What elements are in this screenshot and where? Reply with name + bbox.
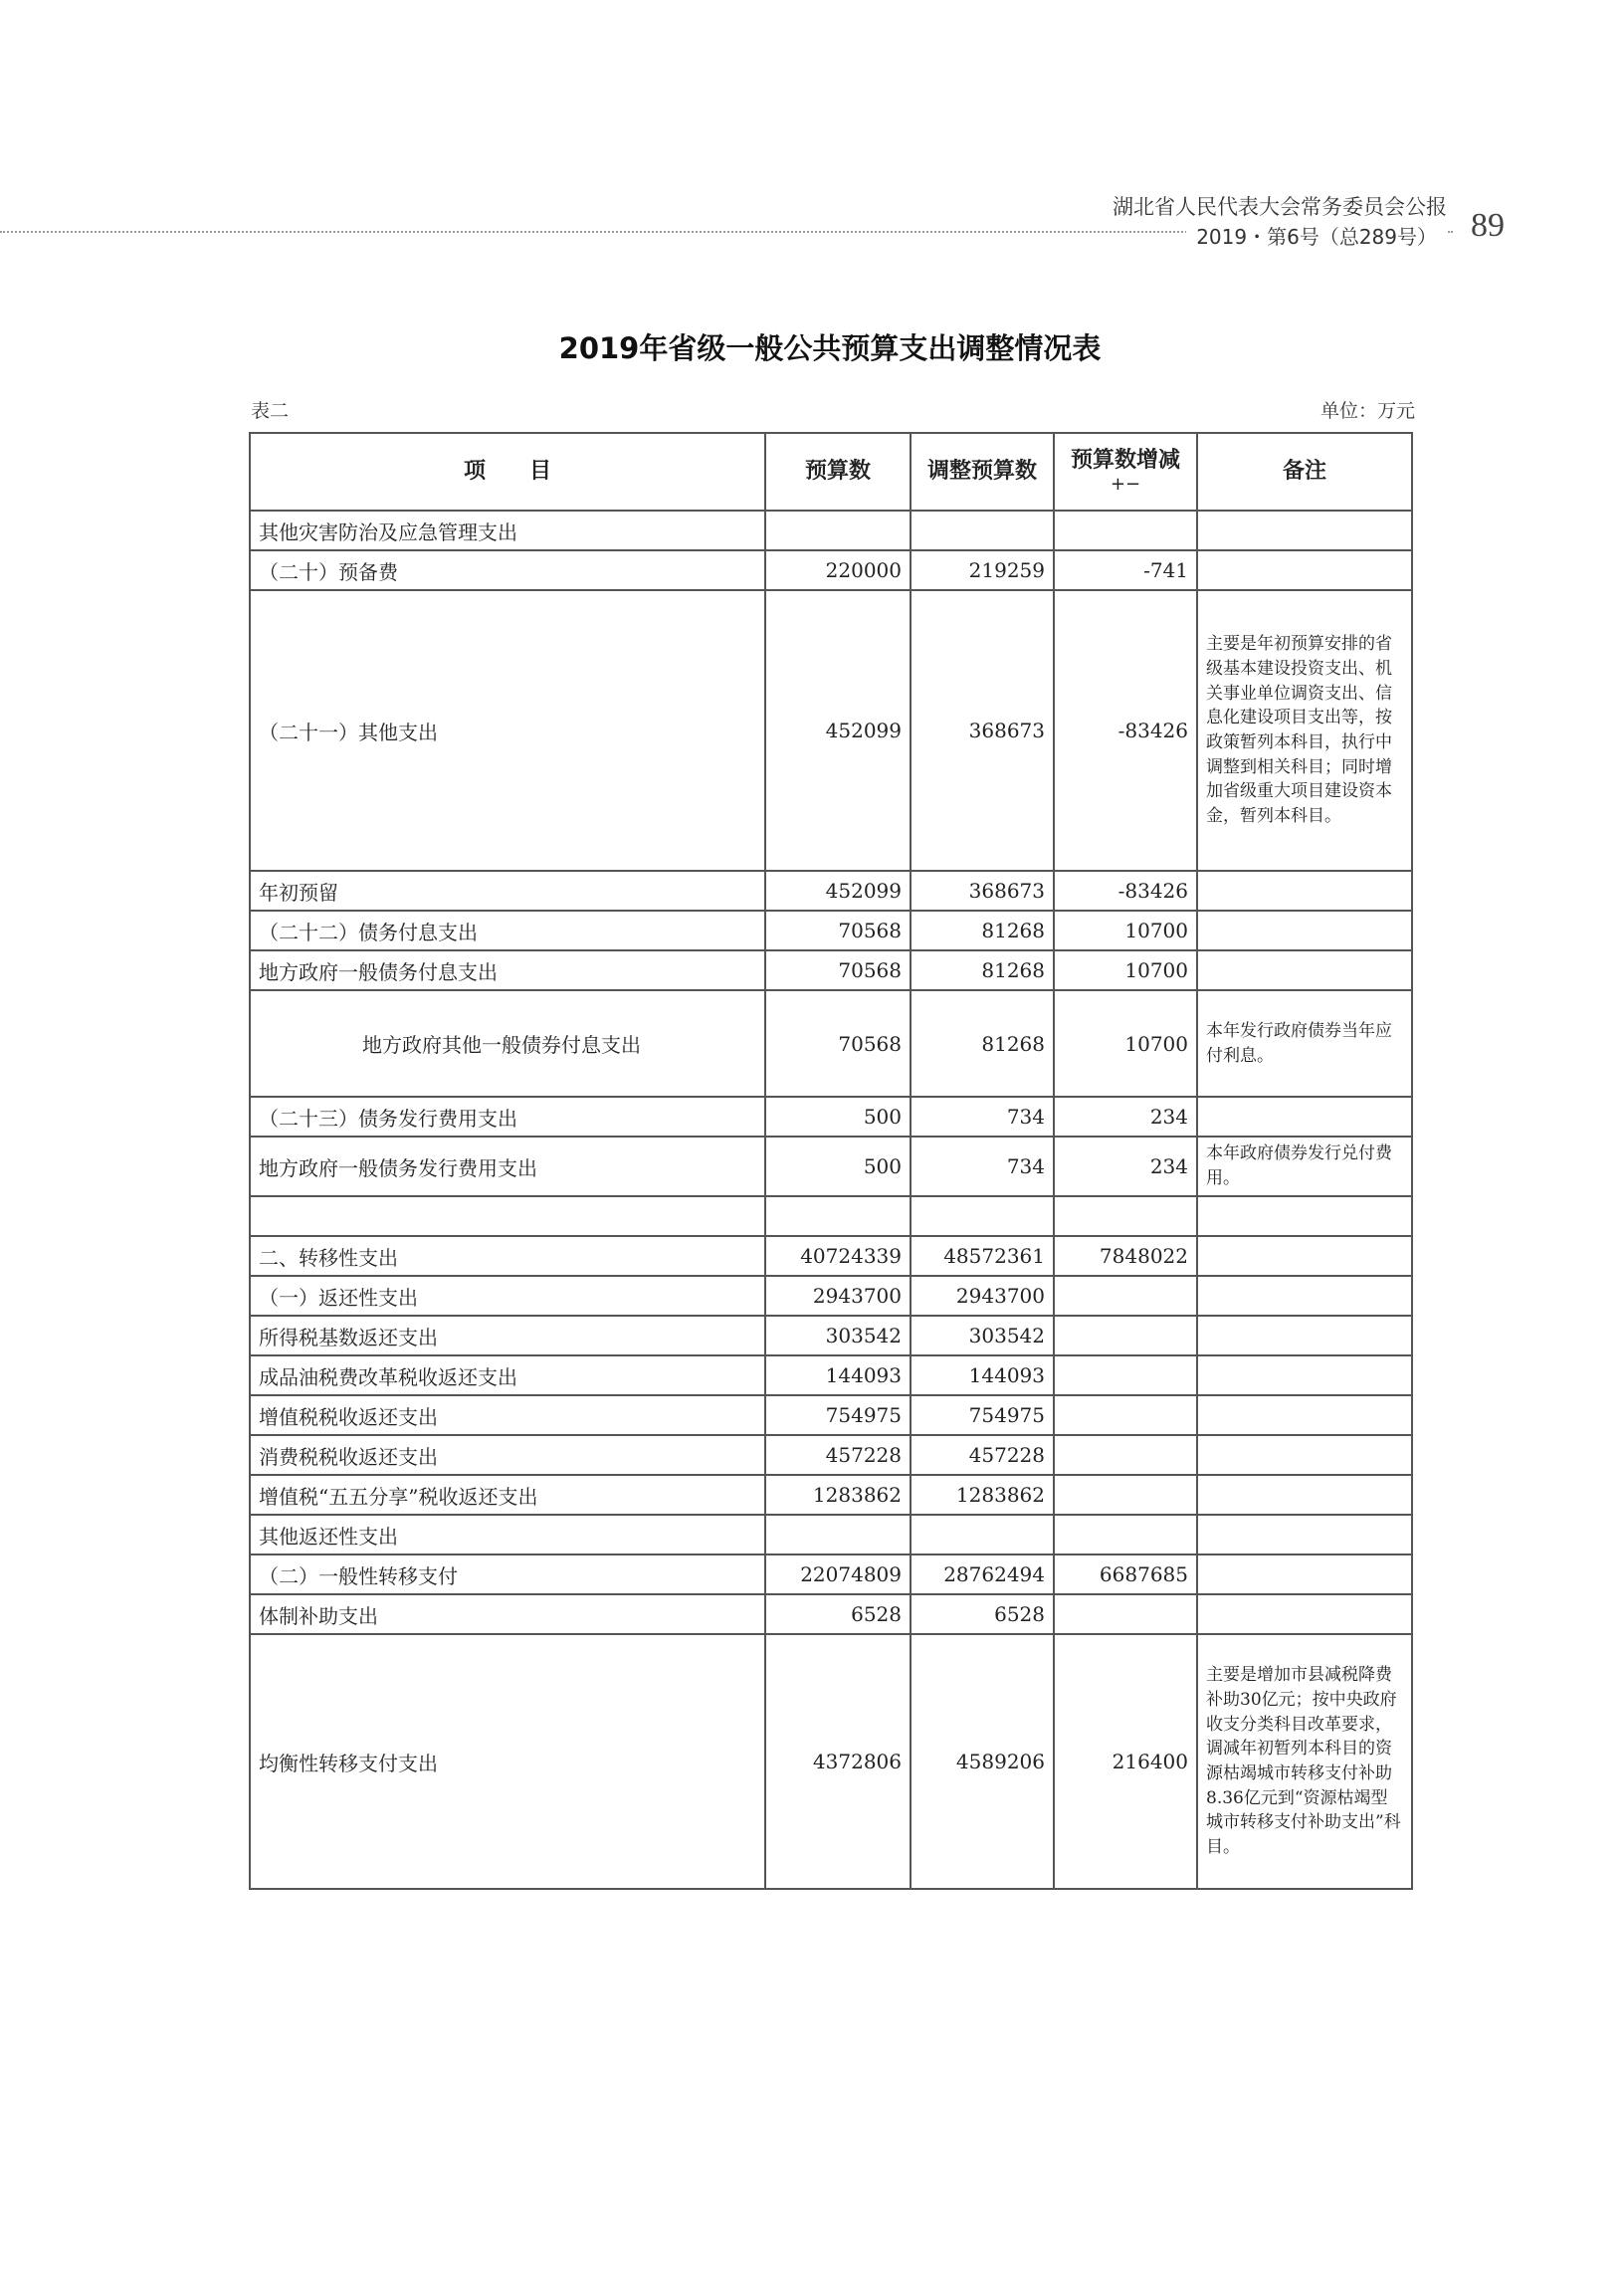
table-row — [250, 1316, 1412, 1355]
row-adjusted: 144093 — [911, 1355, 1054, 1395]
row-note — [1197, 871, 1412, 911]
row-item: （二十一）其他支出 — [250, 590, 765, 871]
row-change — [1054, 1355, 1197, 1395]
row-change — [1054, 1435, 1197, 1475]
row-item: 增值税“五五分享”税收返还支出 — [250, 1475, 765, 1515]
row-budget: 754975 — [765, 1395, 911, 1435]
unit-label: 单位：万元 — [1320, 400, 1415, 422]
row-budget: 1283862 — [765, 1475, 911, 1515]
row-budget: 2943700 — [765, 1276, 911, 1316]
row-adjusted: 754975 — [911, 1395, 1054, 1435]
table-row — [250, 511, 1412, 550]
table-row — [250, 950, 1412, 990]
row-change — [1054, 1395, 1197, 1435]
table-row-blank — [250, 1196, 1412, 1236]
row-note — [1197, 511, 1412, 550]
row-budget: 70568 — [765, 911, 911, 950]
row-adjusted — [911, 1196, 1054, 1236]
row-budget: 452099 — [765, 871, 911, 911]
row-change — [1054, 1515, 1197, 1554]
row-item: 地方政府一般债务付息支出 — [250, 950, 765, 990]
row-item: 其他返还性支出 — [250, 1515, 765, 1554]
row-note — [1197, 1435, 1412, 1475]
row-note — [1197, 1316, 1412, 1355]
row-change: -83426 — [1054, 590, 1197, 871]
table-row — [250, 590, 1412, 871]
table-label: 表二 — [251, 400, 290, 422]
table-row — [250, 1097, 1412, 1137]
row-change: 7848022 — [1054, 1236, 1197, 1276]
row-note — [1197, 950, 1412, 990]
row-change: 10700 — [1054, 950, 1197, 990]
row-note — [1197, 1554, 1412, 1594]
row-note — [1197, 1395, 1412, 1435]
row-note — [1197, 1515, 1412, 1554]
col-header-item: 项 目 — [250, 433, 765, 511]
row-adjusted: 368673 — [911, 590, 1054, 871]
row-item: 所得税基数返还支出 — [250, 1316, 765, 1355]
row-note: 主要是增加市县减税降费补助30亿元；按中央政府收支分类科目改革要求，调减年初暂列本科目的资源枯竭城市转移支付补助8.36亿元到“资源枯竭型城市转移支付补助支出”科目。 — [1197, 1634, 1412, 1889]
row-adjusted: 219259 — [911, 550, 1054, 590]
row-item: 体制补助支出 — [250, 1594, 765, 1634]
row-item: 二、转移性支出 — [250, 1236, 765, 1276]
table-row — [250, 871, 1412, 911]
row-budget: 40724339 — [765, 1236, 911, 1276]
row-item: 地方政府一般债务发行费用支出 — [250, 1137, 765, 1196]
row-item: 其他灾害防治及应急管理支出 — [250, 511, 765, 550]
row-change — [1054, 1316, 1197, 1355]
row-adjusted: 368673 — [911, 871, 1054, 911]
row-change: 234 — [1054, 1097, 1197, 1137]
row-budget: 500 — [765, 1097, 911, 1137]
col-header-change-label: 预算数增减 — [1070, 448, 1180, 473]
row-adjusted: 28762494 — [911, 1554, 1054, 1594]
row-item: （二）一般性转移支付 — [250, 1554, 765, 1594]
row-budget: 452099 — [765, 590, 911, 871]
row-change: 234 — [1054, 1137, 1197, 1196]
row-note — [1197, 911, 1412, 950]
row-budget — [765, 1196, 911, 1236]
row-change: 216400 — [1054, 1634, 1197, 1889]
row-item: （二十二）债务付息支出 — [250, 911, 765, 950]
table-row — [250, 550, 1412, 590]
col-header-change — [1054, 433, 1197, 511]
row-budget — [765, 511, 911, 550]
row-budget: 303542 — [765, 1316, 911, 1355]
row-budget: 220000 — [765, 550, 911, 590]
table-row — [250, 1435, 1412, 1475]
row-budget: 70568 — [765, 950, 911, 990]
row-adjusted: 457228 — [911, 1435, 1054, 1475]
row-budget — [765, 1515, 911, 1554]
row-adjusted: 48572361 — [911, 1236, 1054, 1276]
row-note — [1197, 1276, 1412, 1316]
row-note: 本年政府债券发行兑付费用。 — [1197, 1137, 1412, 1196]
row-budget: 22074809 — [765, 1554, 911, 1594]
table-row — [250, 1276, 1412, 1316]
row-budget: 457228 — [765, 1435, 911, 1475]
row-adjusted — [911, 1515, 1054, 1554]
table-row — [250, 990, 1412, 1097]
table-row — [250, 1137, 1412, 1196]
row-budget: 70568 — [765, 990, 911, 1097]
row-change: 6687685 — [1054, 1554, 1197, 1594]
row-budget: 144093 — [765, 1355, 911, 1395]
row-adjusted — [911, 511, 1054, 550]
table-row — [250, 1634, 1412, 1889]
row-note — [1197, 1196, 1412, 1236]
row-change — [1054, 511, 1197, 550]
col-header-budget: 预算数 — [765, 433, 911, 511]
row-budget: 6528 — [765, 1594, 911, 1634]
publication-title: 湖北省人民代表大会常务委员会公报 — [1107, 191, 1447, 221]
table-row — [250, 1554, 1412, 1594]
row-note — [1197, 550, 1412, 590]
row-note — [1197, 1355, 1412, 1395]
table-row — [250, 1395, 1412, 1435]
document-title: 2019年省级一般公共预算支出调整情况表 — [558, 331, 1102, 365]
row-adjusted: 81268 — [911, 950, 1054, 990]
row-item: 地方政府其他一般债券付息支出 — [250, 990, 765, 1097]
row-note — [1197, 1097, 1412, 1137]
col-header-note: 备注 — [1197, 433, 1412, 511]
row-change: -83426 — [1054, 871, 1197, 911]
row-note — [1197, 1236, 1412, 1276]
row-item: （一）返还性支出 — [250, 1276, 765, 1316]
row-item: 增值税税收返还支出 — [250, 1395, 765, 1435]
issue-number: 2019・第6号（总289号） — [1186, 221, 1447, 250]
row-item: 消费税税收返还支出 — [250, 1435, 765, 1475]
row-budget: 500 — [765, 1137, 911, 1196]
table-row — [250, 1594, 1412, 1634]
row-item: 均衡性转移支付支出 — [250, 1634, 765, 1889]
row-item: （二十）预备费 — [250, 550, 765, 590]
row-change — [1054, 1594, 1197, 1634]
row-adjusted: 734 — [911, 1097, 1054, 1137]
row-item — [250, 1196, 765, 1236]
table-row — [250, 1515, 1412, 1554]
row-budget: 4372806 — [765, 1634, 911, 1889]
row-change — [1054, 1475, 1197, 1515]
row-note: 本年发行政府债券当年应付利息。 — [1197, 990, 1412, 1097]
row-note: 主要是年初预算安排的省级基本建设投资支出、机关事业单位调资支出、信息化建设项目支出等，按政策暂列本科目，执行中调整到相关科目；同时增加省级重大项目建设资本金，暂列本科目。 — [1197, 590, 1412, 871]
row-change — [1054, 1276, 1197, 1316]
row-adjusted: 2943700 — [911, 1276, 1054, 1316]
row-adjusted: 734 — [911, 1137, 1054, 1196]
row-item: 年初预留 — [250, 871, 765, 911]
row-note — [1197, 1594, 1412, 1634]
row-adjusted: 81268 — [911, 990, 1054, 1097]
table-row — [250, 1475, 1412, 1515]
budget-adjustment-table — [249, 432, 1413, 1890]
row-change: -741 — [1054, 550, 1197, 590]
table-row — [250, 1236, 1412, 1276]
row-note — [1197, 1475, 1412, 1515]
col-header-change-sign: +− — [1110, 474, 1141, 496]
row-adjusted: 81268 — [911, 911, 1054, 950]
col-header-adjusted: 调整预算数 — [911, 433, 1054, 511]
row-adjusted: 303542 — [911, 1316, 1054, 1355]
row-change: 10700 — [1054, 990, 1197, 1097]
table-header-row — [250, 433, 1412, 511]
table-row — [250, 1355, 1412, 1395]
row-change — [1054, 1196, 1197, 1236]
page-number: 89 — [1471, 207, 1505, 244]
row-change: 10700 — [1054, 911, 1197, 950]
row-item: 成品油税费改革税收返还支出 — [250, 1355, 765, 1395]
row-item: （二十三）债务发行费用支出 — [250, 1097, 765, 1137]
row-adjusted: 4589206 — [911, 1634, 1054, 1889]
row-adjusted: 6528 — [911, 1594, 1054, 1634]
row-adjusted: 1283862 — [911, 1475, 1054, 1515]
table-row — [250, 911, 1412, 950]
